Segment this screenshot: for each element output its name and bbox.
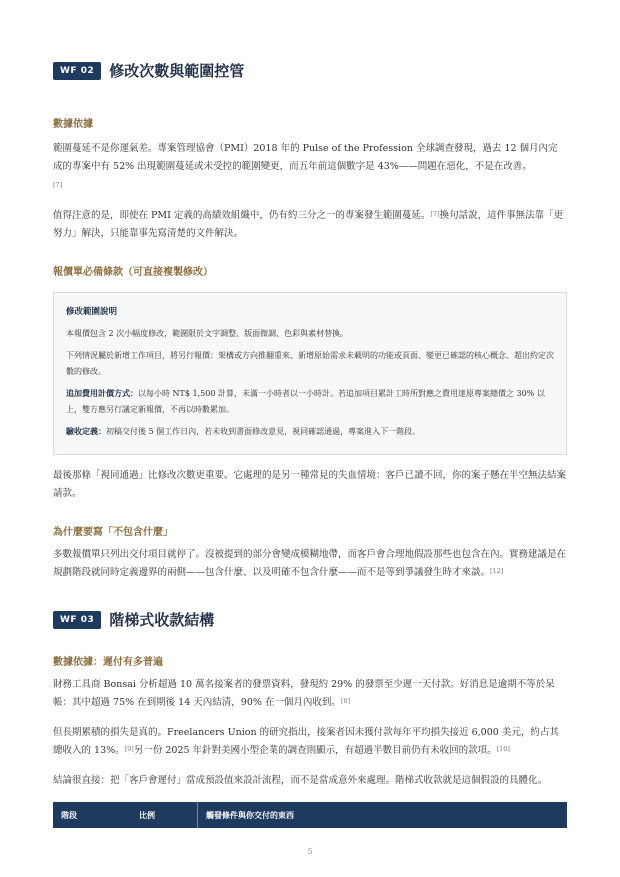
table-header <box>53 802 567 828</box>
page-content <box>53 0 567 828</box>
section-header-wf02 <box>53 60 567 81</box>
paragraph: 多數報價單只列出交付項目就停了。沒被提到的部分會變成模糊地帶，而客戶會合理地假設那些也包含在內。實務建議是在規劃階段就同時定義邊界的兩側——包含什麼、以及明確不包含什麼——而不是等到爭議發生時才來談。[12] <box>53 549 567 578</box>
exclude-heading: 為什麼要寫「不包含什麼」 <box>53 527 173 538</box>
paragraph: 但長期累積的損失是真的。Freelancers Union 的研究指出，接案者因未獲付款每年平均損失接近 6,000 美元，約占其總收入的 13%。[9]另一份 2025 年針對美國小型企業的調查則顯示，有超過半數目前仍有未收回的款項。[10] <box>53 727 559 756</box>
table-header-trigger: 觸發條件與你交付的東西 <box>206 810 294 820</box>
section-title: 階梯式收款結構 <box>109 611 215 629</box>
citation: [8] <box>340 697 351 705</box>
clause-box <box>53 292 567 455</box>
clause-box-title: 修改範圍說明 <box>66 307 118 317</box>
clause-heading: 報價單必備條款（可直接複製修改） <box>53 267 213 278</box>
section-header-wf03 <box>53 609 567 630</box>
paragraph: 最後那條「視同通過」比修改次數更重要。它處理的是另一種常見的失血情境：客戶已讀不回，你的案子懸在半空無法結案請款。 <box>53 470 567 499</box>
clause-line: 下列情況屬於新增工作項目，將另行報價：架構或方向推翻重來、新增原始需求未載明的功能或頁面、變更已確認的核心概念、超出約定次數的修改。 <box>66 351 554 376</box>
clause-line: 驗收定義：初稿交付後 5 個工作日內，若未收到書面修改意見，視同確認通過，專案進入下一階段。 <box>66 427 421 436</box>
paragraph: 範圍蔓延不是你運氣差。專案管理協會（PMI）2018 年的 Pulse of the Profession 全球調查發現，過去 12 個月內完成的專案中有 52% 出現範圍蔓延或未受控的範圍變更，而五年前這個數字是 43%——問題在惡化，不是在改善。 [7] <box>53 143 558 189</box>
page-number: 5 <box>307 847 313 856</box>
clause-line: 本報價包含 2 次小幅度修改，範圍限於文字調整、版面微調、色彩與素材替換。 <box>66 329 349 338</box>
citation: [7] <box>430 210 440 218</box>
paragraph: 值得注意的是，即使在 PMI 定義的高績效組織中，仍有約三分之一的專案發生範圍蔓延。[7]換句話說，這件事無法靠「更努力」解決，只能靠事先寫清楚的文件解決。 <box>53 210 564 239</box>
data-heading: 數據依據 <box>53 119 93 130</box>
section-title: 修改次數與範圍控管 <box>109 62 245 80</box>
table-header-ratio: 比例 <box>131 802 198 828</box>
clause-line: 追加費用計價方式：以每小時 NT$ 1,500 計算，未滿一小時者以一小時計。若追加項目累計工時所對應之費用達原專案總價之 30% 以上，雙方應另行議定新報價，不再以時數累加。 <box>66 389 545 414</box>
data-heading: 數據依據：遲付有多普遍 <box>53 657 163 668</box>
citation: [10] <box>496 745 510 753</box>
table-header-stage: 階段 <box>61 810 77 820</box>
citation: [9] <box>124 745 134 753</box>
paragraph: 財務工具商 Bonsai 分析超過 10 萬名接案者的發票資料，發現約 29% 的發票至少遲一天付款。好消息是逾期不等於呆帳：其中超過 75% 在到期後 14 天內結清，90% 在一個月內收到。[8] <box>53 679 555 708</box>
citation: [12] <box>490 567 504 575</box>
citation: [7] <box>53 181 63 189</box>
paragraph: 結論很直接：把「客戶會遲付」當成預設值來設計流程，而不是當成意外來處理。階梯式收款就是這個假設的具體化。 <box>53 775 548 786</box>
section-badge: WF 02 <box>53 62 101 80</box>
section-badge: WF 03 <box>53 611 101 629</box>
